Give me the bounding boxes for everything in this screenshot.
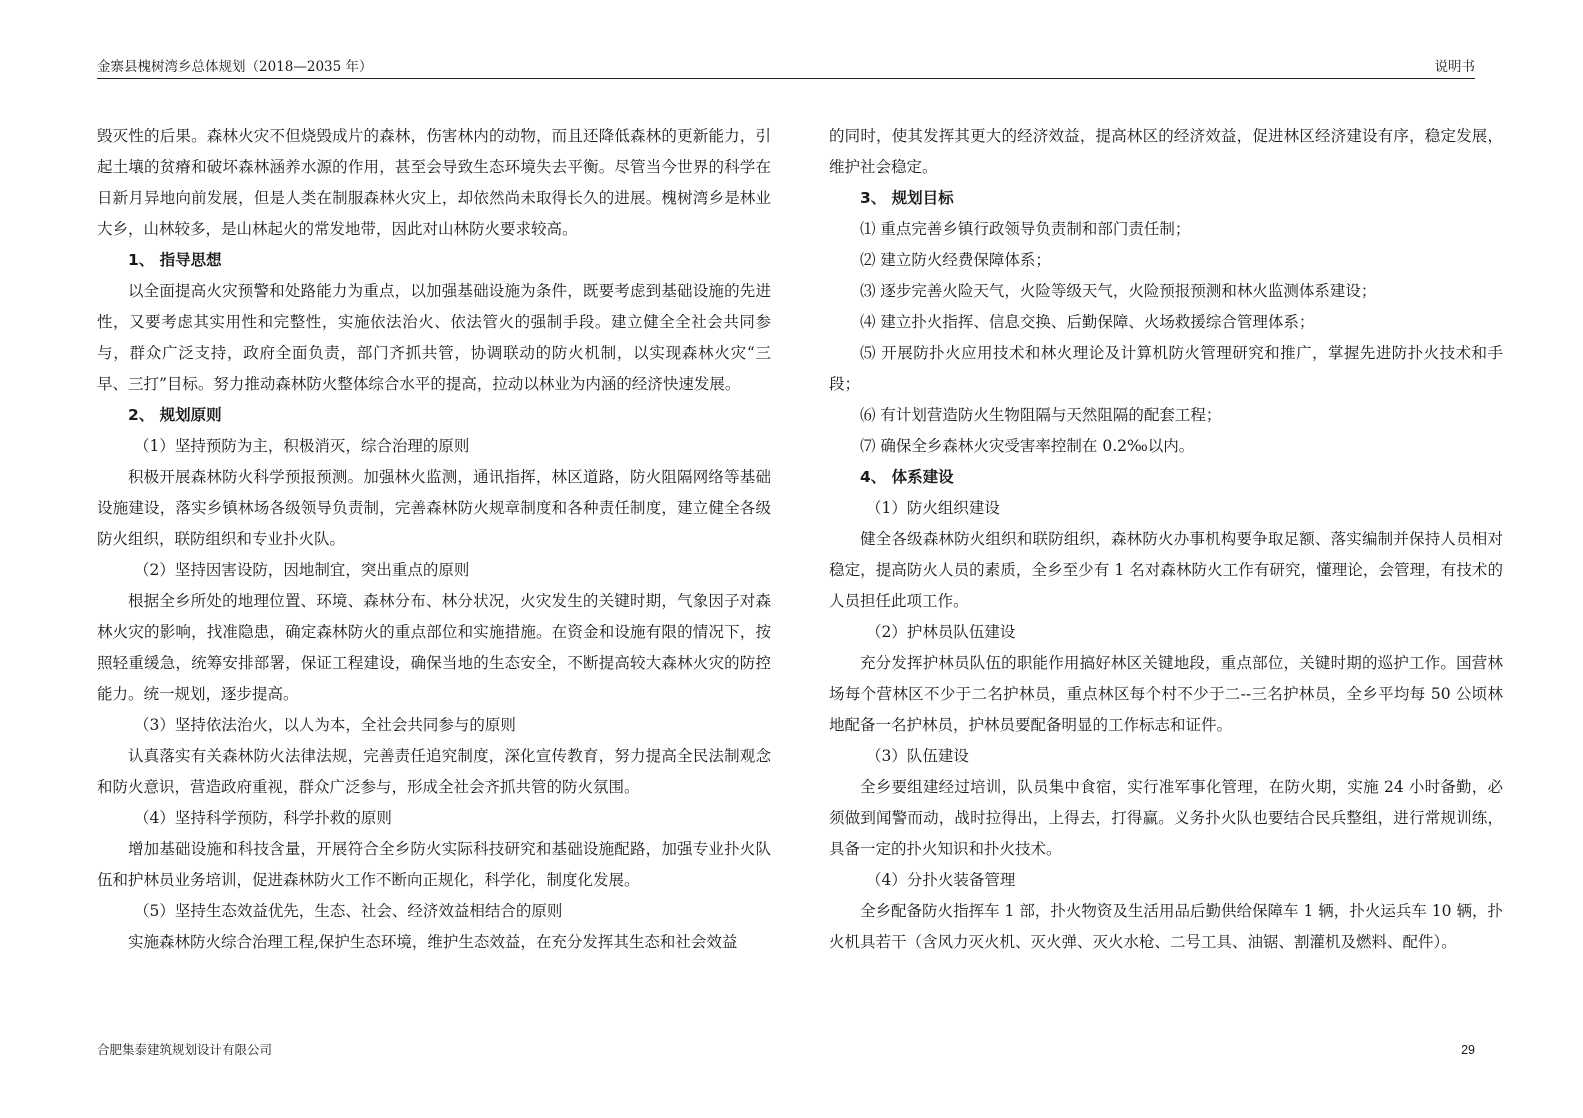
continuation-paragraph: 的同时，使其发挥其更大的经济效益，提高林区的经济效益，促进林区经济建设有序，稳定发展，维护社会稳定。: [829, 127, 1503, 176]
section-1-heading: 1、 指导思想: [128, 251, 222, 269]
principle-2-text: 根据全乡所处的地理位置、环境、森林分布、林分状况，火灾发生的关键时期，气象因子对森林火灾的影响，找准隐患，确定森林防火的重点部位和实施措施。在资金和设施有限的情况下，按照轻重缓急，统筹安排部署，保证工程建设，确保当地的生态安全，不断提高较大森林火灾的防控能力。统一规划，逐步提高。: [97, 592, 771, 703]
page-footer: [97, 1040, 1475, 1060]
system-3-title: （3）队伍建设: [866, 747, 969, 765]
principle-4-text: 增加基础设施和科技含量，开展符合全乡防火实际科技研究和基础设施配路，加强专业扑火队伍和护林员业务培训，促进森林防火工作不断向正规化，科学化，制度化发展。: [97, 840, 771, 889]
left-column: [97, 121, 771, 958]
header-title: 金寨县槐树湾乡总体规划（2018—2035 年）: [97, 59, 373, 75]
header-doc-type: 说明书: [1434, 59, 1475, 75]
system-2-title: （2）护林员队伍建设: [866, 623, 1016, 641]
goal-item: ⑹ 有计划营造防火生物阻隔与天然阻隔的配套工程；: [860, 406, 1222, 424]
goal-item: ⑸ 开展防扑火应用技术和林火理论及计算机防火管理研究和推广，掌握先进防扑火技术和手段；: [829, 344, 1503, 393]
system-1-text: 健全各级森林防火组织和联防组织，森林防火办事机构要争取足额、落实编制并保持人员相对稳定，提高防火人员的素质，全乡至少有 1 名对森林防火工作有研究，懂理论，会管理，有技术的人员担任此项工作。: [829, 530, 1503, 610]
section-2-heading: 2、 规划原则: [128, 406, 222, 424]
principle-3-text: 认真落实有关森林防火法律法规，完善责任追究制度，深化宣传教育，努力提高全民法制观念和防火意识，营造政府重视，群众广泛参与，形成全社会齐抓共管的防火氛围。: [97, 747, 771, 796]
system-3-text: 全乡要组建经过培训，队员集中食宿，实行准军事化管理，在防火期，实施 24 小时备勤，必须做到闻警而动，战时拉得出，上得去，打得赢。义务扑火队也要结合民兵整组，进行常规训练，具备一定的扑火知识和扑火技术。: [829, 778, 1503, 858]
goal-item: ⑶ 逐步完善火险天气，火险等级天气，火险预报预测和林火监测体系建设；: [860, 282, 1377, 300]
principle-5-text: 实施森林防火综合治理工程,保护生态环境，维护生态效益，在充分发挥其生态和社会效益: [128, 933, 738, 951]
system-4-text: 全乡配备防火指挥车 1 部，扑火物资及生活用品后勤供给保障车 1 辆，扑火运兵车 10 辆，扑火机具若干（含风力灭火机、灭火弹、灭火水枪、二号工具、油锯、割灌机及燃料、配件）。: [829, 902, 1503, 951]
system-4-title: （4）分扑火装备管理: [866, 871, 1016, 889]
system-2-text: 充分发挥护林员队伍的职能作用搞好林区关键地段，重点部位，关键时期的巡护工作。国营林场每个营林区不少于二名护林员，重点林区每个村不少于二--三名护林员，全乡平均每 50 公顷林地配备一名护林员，护林员要配备明显的工作标志和证件。: [829, 654, 1503, 734]
section-4-heading: 4、 体系建设: [860, 468, 954, 486]
goal-item: ⑺ 确保全乡森林火灾受害率控制在 0.2‰以内。: [860, 437, 1195, 455]
section-1-text: 以全面提高火灾预警和处路能力为重点，以加强基础设施为条件，既要考虑到基础设施的先进性，又要考虑其实用性和完整性，实施依法治火、依法管火的强制手段。建立健全全社会共同参与，群众广泛支持，政府全面负责，部门齐抓共管，协调联动的防火机制，以实现森林火灾“三早、三打”目标。努力推动森林防火整体综合水平的提高，拉动以林业为内涵的经济快速发展。: [97, 282, 771, 393]
goal-item: ⑷ 建立扑火指挥、信息交换、后勤保障、火场救援综合管理体系；: [860, 313, 1315, 331]
principle-1-text: 积极开展森林防火科学预报预测。加强林火监测，通讯指挥，林区道路，防火阻隔网络等基础设施建设，落实乡镇林场各级领导负责制，完善森林防火规章制度和各种责任制度，建立健全各级防火组织，联防组织和专业扑火队。: [97, 468, 771, 548]
right-column: [829, 121, 1503, 958]
goal-item: ⑴ 重点完善乡镇行政领导负责制和部门责任制；: [860, 220, 1191, 238]
principle-3-title: （3）坚持依法治火，以人为本，全社会共同参与的原则: [134, 716, 516, 734]
principle-2-title: （2）坚持因害设防，因地制宜，突出重点的原则: [134, 561, 470, 579]
page-header: [97, 56, 1475, 79]
principle-5-title: （5）坚持生态效益优先，生态、社会、经济效益相结合的原则: [134, 902, 563, 920]
intro-paragraph: 毁灭性的后果。森林火灾不但烧毁成片的森林，伤害林内的动物，而且还降低森林的更新能力，引起土壤的贫瘠和破坏森林涵养水源的作用，甚至会导致生态环境失去平衡。尽管当今世界的科学在日新月异地向前发展，但是人类在制服森林火灾上，却依然尚未取得长久的进展。槐树湾乡是林业大乡，山林较多，是山林起火的常发地带，因此对山林防火要求较高。: [97, 127, 771, 238]
section-3-heading: 3、 规划目标: [860, 189, 954, 207]
footer-company: 合肥集泰建筑规划设计有限公司: [97, 1042, 273, 1057]
goal-item: ⑵ 建立防火经费保障体系；: [860, 251, 1051, 269]
system-1-title: （1）防火组织建设: [866, 499, 1000, 517]
principle-4-title: （4）坚持科学预防，科学扑救的原则: [134, 809, 392, 827]
principle-1-title: （1）坚持预防为主，积极消灭，综合治理的原则: [134, 437, 470, 455]
page-number: 29: [1461, 1043, 1475, 1057]
